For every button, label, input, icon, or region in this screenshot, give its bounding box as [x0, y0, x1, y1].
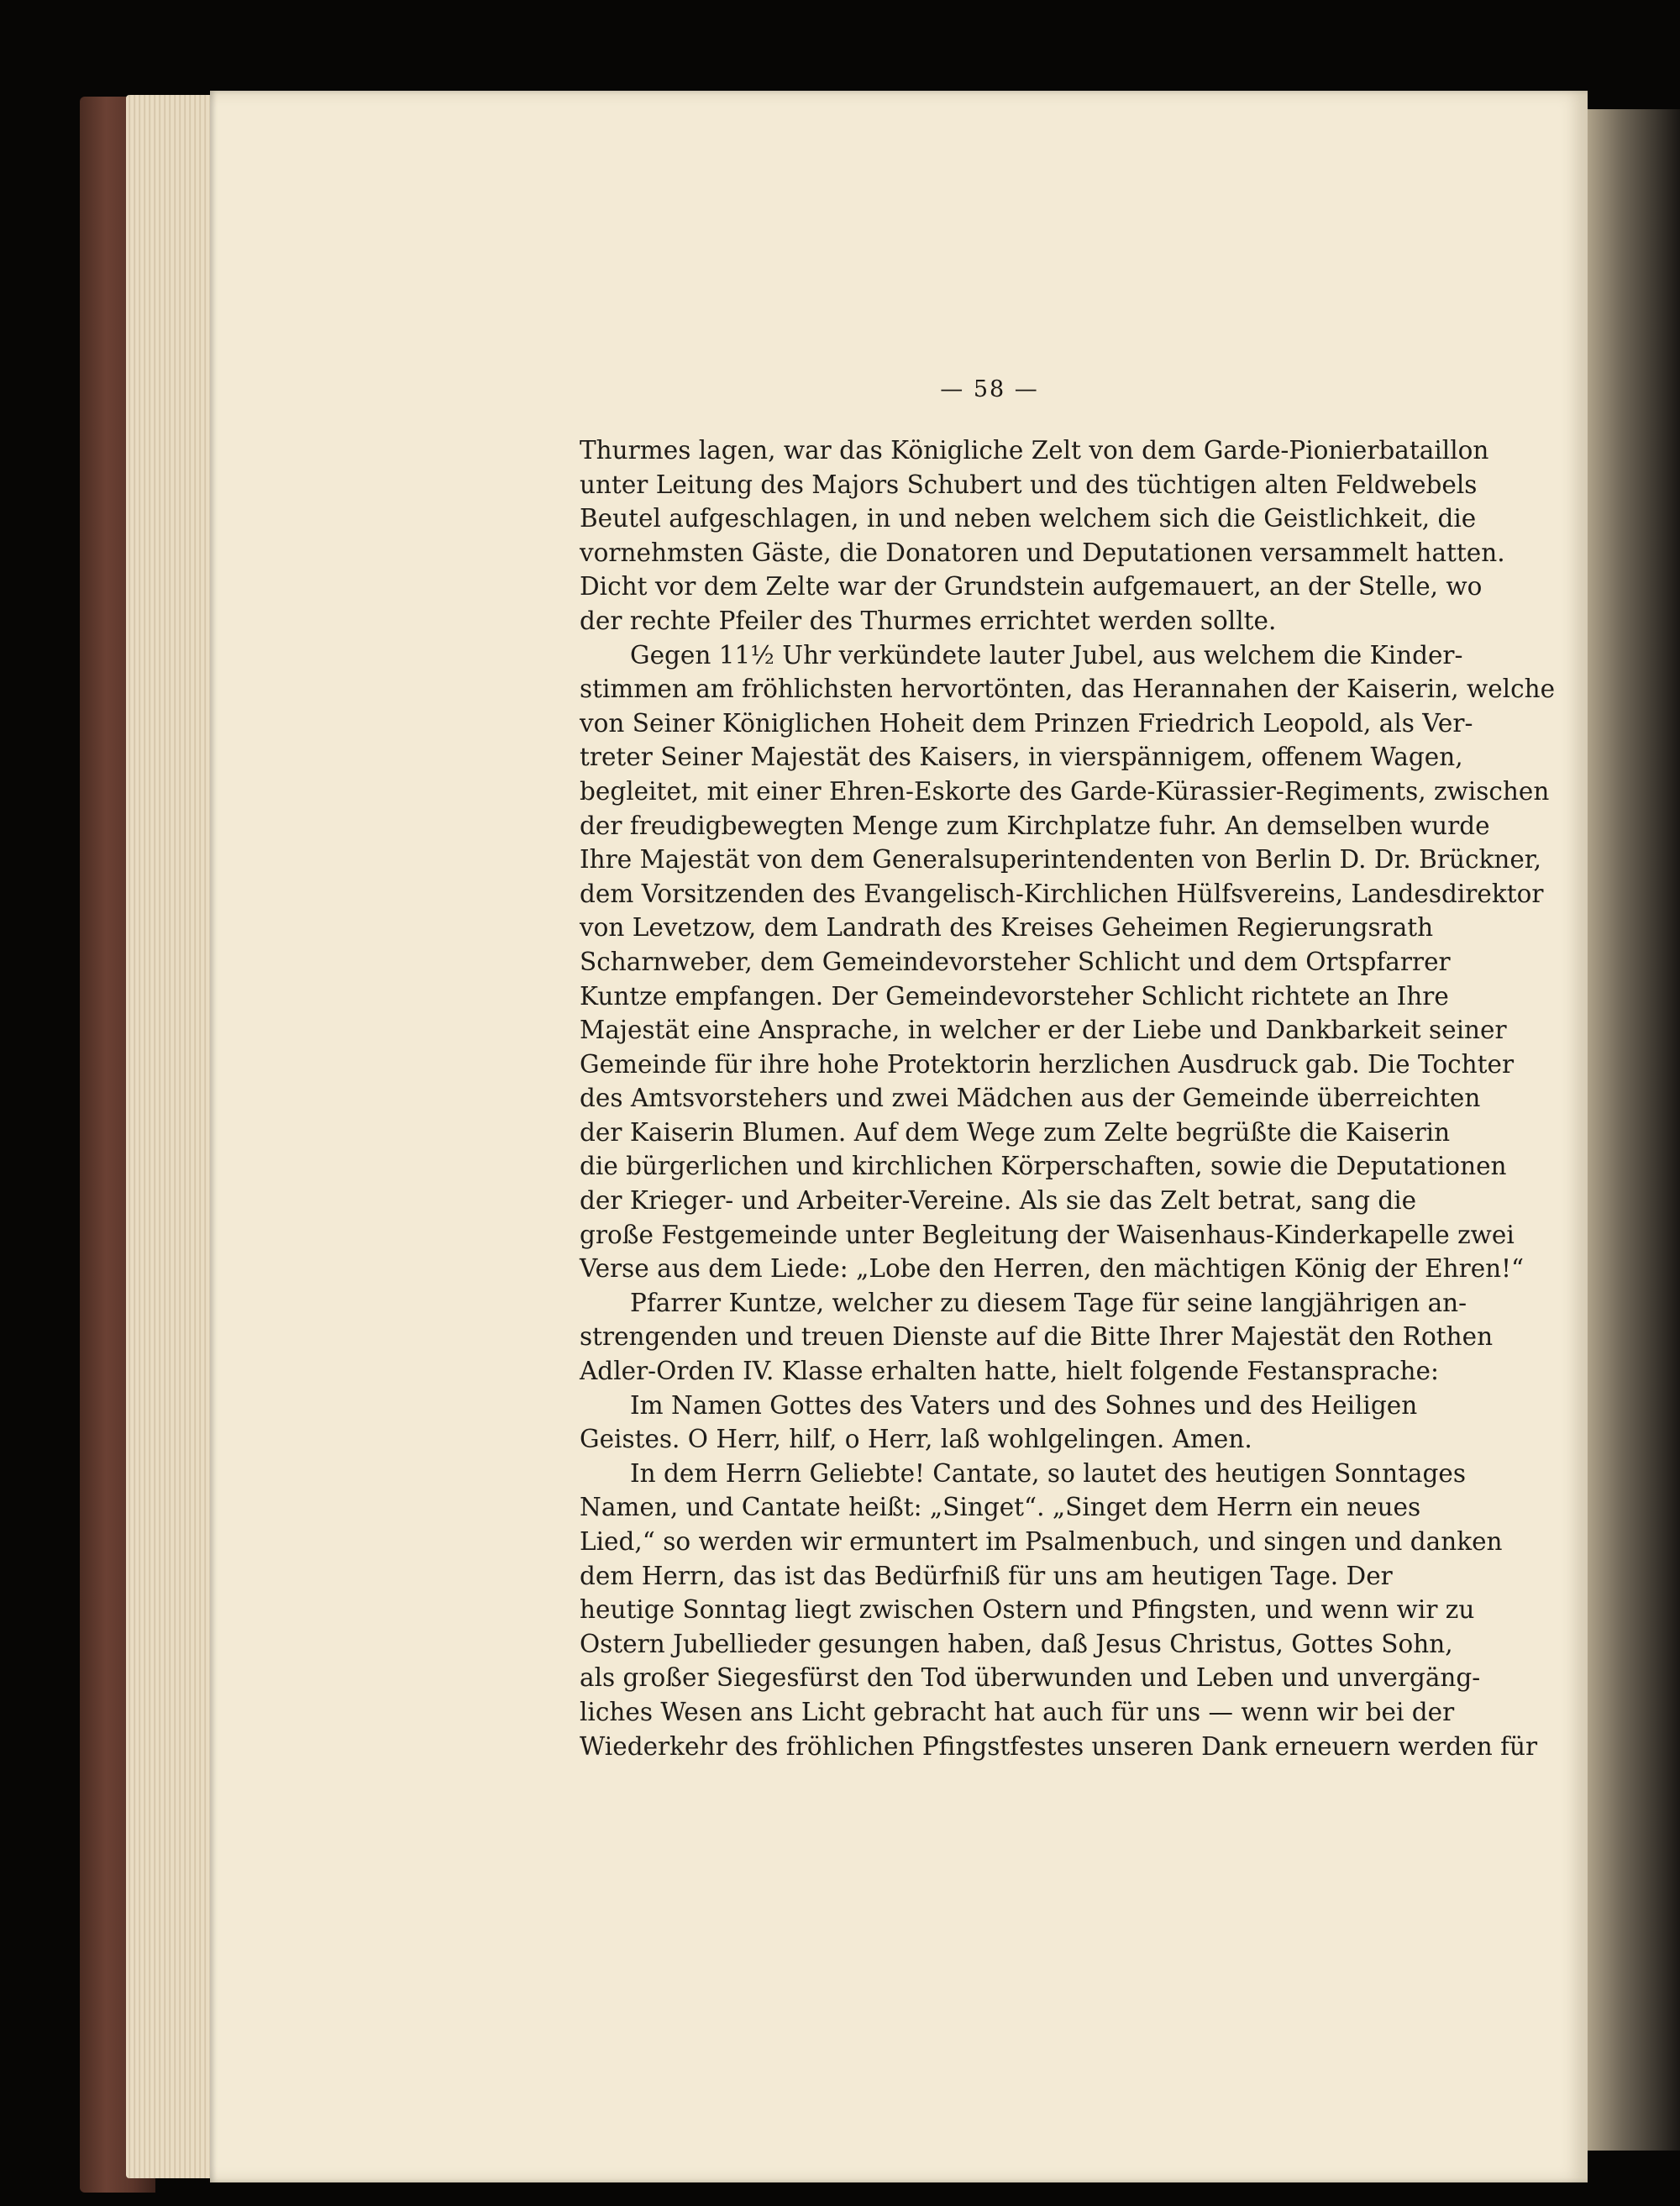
- text-line: Verse aus dem Liede: „Lobe den Herren, den mächtigen König der Ehren!“: [580, 1254, 1525, 1284]
- text-line: große Festgemeinde unter Begleitung der Waisenhaus-Kinderkapelle zwei: [580, 1220, 1515, 1249]
- body-text: [580, 433, 1556, 1763]
- text-line: Ihre Majestät von dem Generalsuperintendenten von Berlin D. Dr. Brückner,: [580, 845, 1542, 875]
- text-line: In dem Herrn Geliebte! Cantate, so lautet des heutigen Sonntages: [630, 1458, 1466, 1488]
- text-line: unter Leitung des Majors Schubert und des tüchtigen alten Feldwebels: [580, 470, 1478, 499]
- text-line: Geistes. O Herr, hilf, o Herr, laß wohlgelingen. Amen.: [580, 1425, 1252, 1454]
- text-line: treter Seiner Majestät des Kaisers, in vierspännigem, offenem Wagen,: [580, 743, 1463, 772]
- text-line: begleitet, mit einer Ehren-Eskorte des Garde-Kürassier-Regiments, zwischen: [580, 776, 1550, 806]
- text-line: der Kaiserin Blumen. Auf dem Wege zum Zelte begrüßte die Kaiserin: [580, 1117, 1451, 1147]
- text-line: Thurmes lagen, war das Königliche Zelt von dem Garde-Pionierbataillon: [580, 436, 1489, 465]
- text-line: der Krieger- und Arbeiter-Vereine. Als sie das Zelt betrat, sang die: [580, 1186, 1417, 1216]
- text-line: Majestät eine Ansprache, in welcher er der Liebe und Dankbarkeit seiner: [580, 1016, 1507, 1045]
- text-line: der rechte Pfeiler des Thurmes errichtet werden sollte.: [580, 606, 1277, 635]
- text-line: Gemeinde für ihre hohe Protektorin herzlichen Ausdruck gab. Die Tochter: [580, 1049, 1515, 1079]
- text-line: Adler-Orden IV. Klasse erhalten hatte, hielt folgende Festansprache:: [580, 1357, 1439, 1386]
- text-line: Kuntze empfangen. Der Gemeindevorsteher Schlicht richtete an Ihre: [580, 981, 1449, 1011]
- text-line: strengenden und treuen Dienste auf die Bitte Ihrer Majestät den Rothen: [580, 1322, 1494, 1352]
- page-number: — 58 —: [940, 376, 1039, 402]
- text-line: heutige Sonntag liegt zwischen Ostern und Pfingsten, und wenn wir zu: [580, 1595, 1475, 1625]
- text-line: stimmen am fröhlichsten hervortönten, das Herannahen der Kaiserin, welche: [580, 675, 1556, 704]
- text-line: Beutel aufgeschlagen, in und neben welchem sich die Geistlichkeit, die: [580, 504, 1477, 533]
- text-line: dem Herrn, das ist das Bedürfniß für uns am heutigen Tage. Der: [580, 1561, 1393, 1590]
- text-line: Ostern Jubellieder gesungen haben, daß Jesus Christus, Gottes Sohn,: [580, 1629, 1453, 1658]
- text-line: vornehmsten Gäste, die Donatoren und Deputationen versammelt hatten.: [580, 538, 1505, 567]
- text-line: dem Vorsitzenden des Evangelisch-Kirchlichen Hülfsvereins, Landesdirektor: [580, 879, 1544, 908]
- text-line: Im Namen Gottes des Vaters und des Sohnes und des Heiligen: [630, 1390, 1418, 1420]
- text-line: Pfarrer Kuntze, welcher zu diesem Tage für seine langjährigen an-: [630, 1288, 1467, 1317]
- text-line: Gegen 11½ Uhr verkündete lauter Jubel, aus welchem die Kinder-: [630, 640, 1463, 670]
- text-line: Namen, und Cantate heißt: „Singet“. „Singet dem Herrn ein neues: [580, 1493, 1421, 1522]
- text-line: Scharnweber, dem Gemeindevorsteher Schlicht und dem Ortspfarrer: [580, 947, 1451, 976]
- text-line: als großer Siegesfürst den Tod überwunden und Leben und unvergäng-: [580, 1663, 1481, 1693]
- text-line: die bürgerlichen und kirchlichen Körperschaften, sowie die Deputationen: [580, 1152, 1507, 1181]
- text-line: von Levetzow, dem Landrath des Kreises Geheimen Regierungsrath: [580, 913, 1434, 943]
- text-line: Wiederkehr des fröhlichen Pfingstfestes unseren Dank erneuern werden für: [580, 1731, 1538, 1761]
- text-line: Lied,“ so werden wir ermuntert im Psalmenbuch, und singen und danken: [580, 1527, 1503, 1556]
- text-line: liches Wesen ans Licht gebracht hat auch für uns — wenn wir bei der: [580, 1697, 1455, 1726]
- facing-page-gutter: [1583, 109, 1680, 2151]
- text-line: der freudigbewegten Menge zum Kirchplatze fuhr. An demselben wurde: [580, 811, 1490, 840]
- text-line: von Seiner Königlichen Hoheit dem Prinzen Friedrich Leopold, als Ver-: [580, 708, 1473, 738]
- text-line: des Amtsvorstehers und zwei Mädchen aus der Gemeinde überreichten: [580, 1084, 1481, 1113]
- text-line: Dicht vor dem Zelte war der Grundstein aufgemauert, an der Stelle, wo: [580, 572, 1483, 601]
